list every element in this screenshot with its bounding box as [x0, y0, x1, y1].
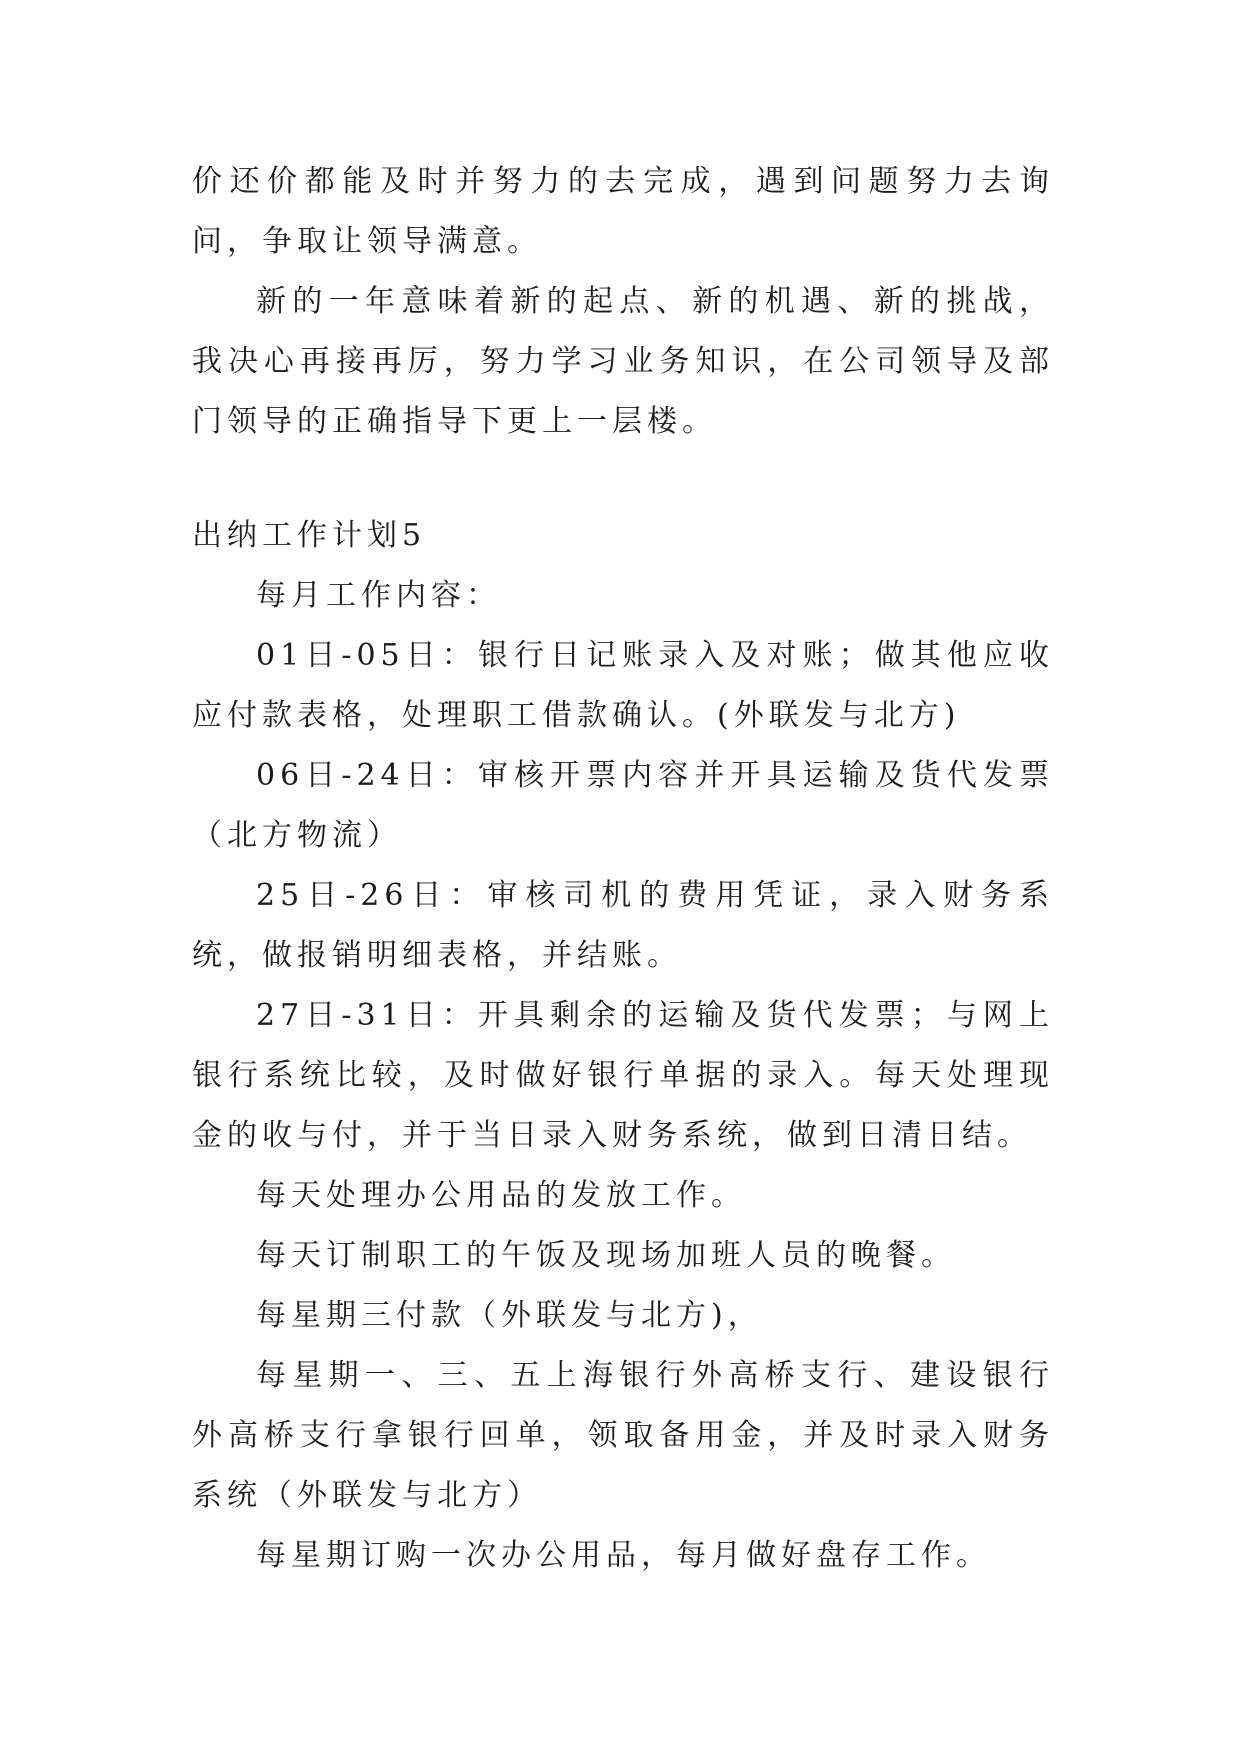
paragraph-continuation: 价还价都能及时并努力的去完成，遇到问题努力去询问，争取让领导满意。 — [192, 164, 1054, 259]
paragraph-day-25-26: 25日-26日：审核司机的费用凭证，录入财务系统，做报销明细表格，并结账。 — [192, 878, 1054, 973]
paragraph-weekly-supplies: 每星期订购一次办公用品，每月做好盘存工作。 — [256, 1538, 991, 1573]
paragraph-daily-meals: 每天订制职工的午饭及现场加班人员的晚餐。 — [256, 1238, 956, 1273]
document-body — [192, 152, 1054, 1586]
section-heading: 出纳工作计划5 — [192, 518, 427, 553]
paragraph-day-06-24: 06日-24日：审核开票内容并开具运输及货代发票（北方物流） — [192, 758, 1054, 853]
paragraph-daily-supplies: 每天处理办公用品的发放工作。 — [256, 1178, 746, 1213]
paragraph-monthly-content: 每月工作内容： — [256, 578, 501, 613]
paragraph-day-01-05: 01日-05日：银行日记账录入及对账；做其他应收应付款表格，处理职工借款确认。(外联发与北方) — [192, 638, 1054, 733]
paragraph-bank-receipts: 每星期一、三、五上海银行外高桥支行、建设银行外高桥支行拿银行回单，领取备用金，并及时录入财务系统（外联发与北方） — [192, 1358, 1054, 1513]
paragraph-new-year: 新的一年意味着新的起点、新的机遇、新的挑战，我决心再接再厉，努力学习业务知识，在公司领导及部门领导的正确指导下更上一层楼。 — [192, 284, 1054, 439]
paragraph-day-27-31: 27日-31日：开具剩余的运输及货代发票；与网上银行系统比较，及时做好银行单据的录入。每天处理现金的收与付，并于当日录入财务系统，做到日清日结。 — [192, 998, 1054, 1153]
paragraph-wednesday-payment: 每星期三付款（外联发与北方)， — [256, 1298, 763, 1333]
